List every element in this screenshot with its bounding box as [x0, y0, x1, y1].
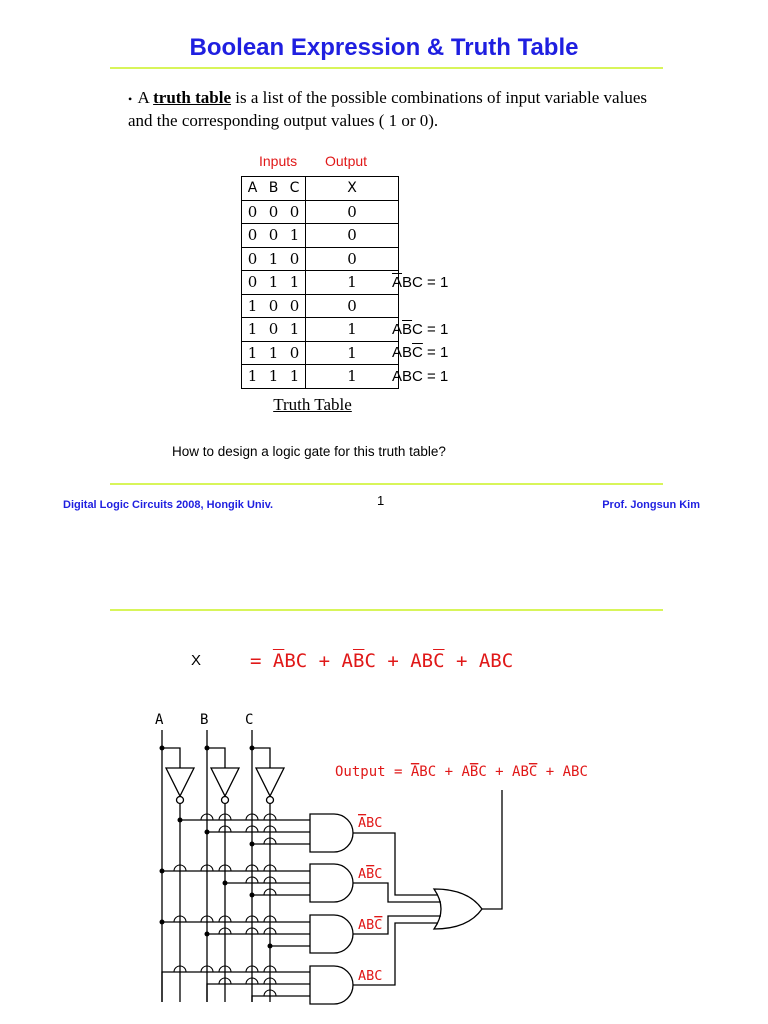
table-cell: 0: [306, 294, 399, 318]
table-caption: Truth Table: [273, 395, 352, 414]
minterm-label: $\overline{A}BC = 1$: [392, 273, 449, 291]
table-cell: 1: [242, 318, 264, 342]
table-cell: 0: [306, 247, 399, 271]
footer-right: Prof. Jongsun Kim: [602, 499, 700, 511]
table-cell: 0: [242, 247, 264, 271]
intro-paragraph: [128, 87, 658, 132]
table-row: [242, 247, 399, 271]
footer-divider: [110, 483, 663, 485]
truth-table: [241, 176, 399, 389]
table-cell: 0: [284, 294, 306, 318]
title-divider: [110, 67, 663, 69]
slide2-divider: [110, 609, 663, 611]
intro-post: is a list of the possible combinations of input variable values and the corresponding output values ( 1 or 0).: [128, 88, 647, 130]
intro-term: truth table: [153, 88, 232, 107]
output-header: Output: [325, 153, 368, 169]
table-cell: 1: [263, 247, 284, 271]
table-cell: 1: [284, 271, 306, 295]
table-header-row: [242, 177, 399, 201]
header-cell: A: [242, 177, 264, 201]
table-cell: 1: [242, 365, 264, 389]
page-number: 1: [377, 493, 385, 508]
logic-circuit-diagram: [0, 700, 768, 1024]
table-row: [242, 271, 399, 295]
output-expression: Output = ABC + ABC + ABC + ABC: [335, 764, 588, 780]
table-row: [242, 341, 399, 365]
intro-pre: A: [137, 88, 149, 107]
and-gate-2-label: ABC: [358, 866, 383, 882]
table-cell: 1: [263, 341, 284, 365]
and-gate-4-label: ABC: [358, 968, 383, 984]
table-row: [242, 318, 399, 342]
table-cell: 0: [263, 200, 284, 224]
and-gate-1-label: ABC: [358, 815, 383, 831]
table-row: [242, 294, 399, 318]
table-cell: 1: [284, 365, 306, 389]
input-label-c: C: [245, 712, 254, 728]
inputs-header: Inputs: [259, 153, 298, 169]
minterm-label: $A\overline{B}C = 1$: [392, 320, 449, 338]
table-cell: 1: [284, 224, 306, 248]
boolean-equation: = $\overline{A}BC + A\overline{B}C + AB\overline{C}$ + ABC: [250, 650, 514, 672]
table-cell: 0: [284, 200, 306, 224]
minterm-label: ABC = 1: [392, 367, 449, 385]
minterm-label: $AB\overline{C} = 1$: [392, 344, 449, 361]
and-gate-3-label: ABC: [358, 917, 383, 933]
table-row: [242, 224, 399, 248]
table-cell: 0: [284, 247, 306, 271]
table-cell: 1: [306, 365, 399, 389]
table-cell: 0: [284, 341, 306, 365]
table-cell: 0: [242, 271, 264, 295]
slide-title: Boolean Expression & Truth Table: [189, 34, 579, 61]
table-cell: 0: [306, 200, 399, 224]
header-cell: X: [306, 177, 399, 201]
table-cell: 1: [242, 341, 264, 365]
input-label-a: A: [155, 712, 164, 728]
bullet-marker: •: [128, 92, 133, 106]
table-row: [242, 200, 399, 224]
header-cell: B: [263, 177, 284, 201]
table-cell: 1: [306, 318, 399, 342]
table-cell: 0: [263, 318, 284, 342]
design-question: How to design a logic gate for this truth table?: [172, 444, 446, 459]
header-cell: C: [284, 177, 306, 201]
table-cell: 1: [242, 294, 264, 318]
table-cell: 1: [263, 271, 284, 295]
table-cell: 0: [306, 224, 399, 248]
table-cell: 1: [306, 271, 399, 295]
footer-left: Digital Logic Circuits 2008, Hongik Univ.: [63, 499, 274, 511]
table-cell: 0: [242, 224, 264, 248]
table-cell: 0: [263, 294, 284, 318]
table-row: [242, 365, 399, 389]
input-label-b: B: [200, 712, 209, 728]
table-cell: 1: [284, 318, 306, 342]
table-cell: 0: [242, 200, 264, 224]
table-cell: 1: [306, 341, 399, 365]
equation-x: X: [191, 652, 202, 669]
table-cell: 1: [263, 365, 284, 389]
table-cell: 0: [263, 224, 284, 248]
